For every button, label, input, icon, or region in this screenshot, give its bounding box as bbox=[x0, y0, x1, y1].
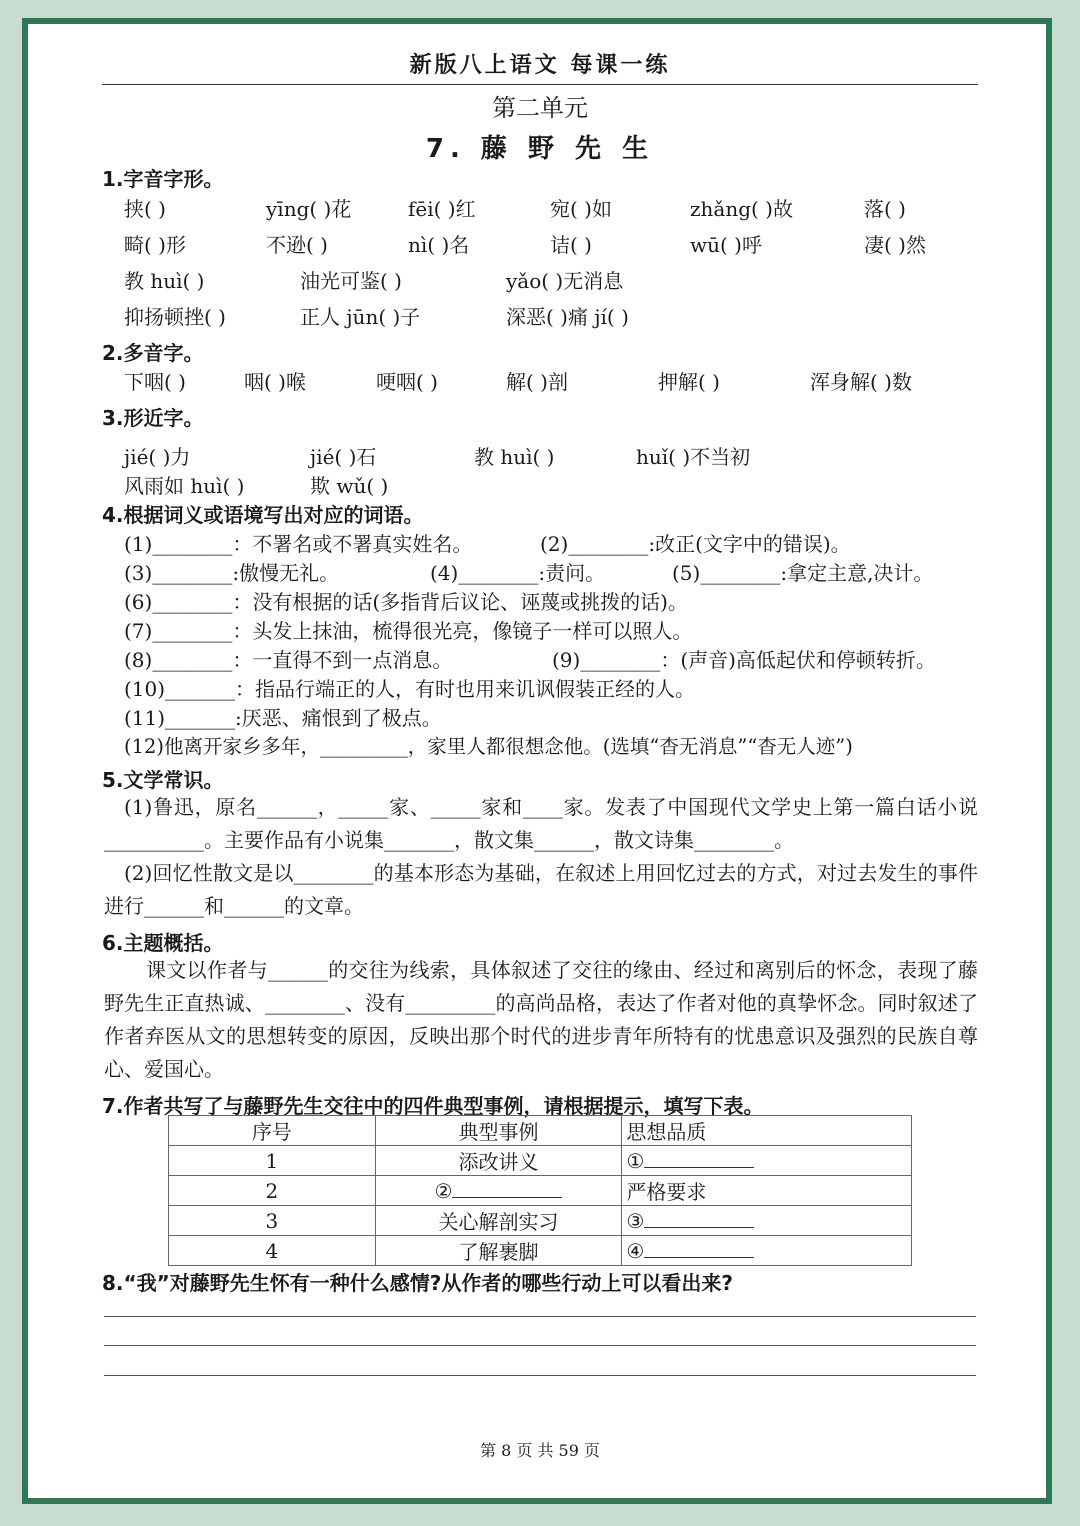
s3-item: 欺 wǔ( ) bbox=[310, 474, 389, 498]
section-5-title: 5.文学常识。 bbox=[102, 768, 224, 792]
s3-item: 风雨如 huì( ) bbox=[124, 474, 245, 498]
s1-item: 正人 jūn( )子 bbox=[300, 305, 421, 329]
s4-item: (6)________：没有根据的话(多指背后议论、诬蔑或挑拨的话)。 bbox=[124, 590, 688, 614]
s1-item: 落( ) bbox=[864, 197, 906, 221]
table-header: 序号 bbox=[169, 1116, 376, 1146]
page-header: 新版八上语文 每课一练 bbox=[409, 53, 671, 78]
lesson-title: 7. 藤 野 先 生 bbox=[425, 134, 655, 164]
s1-item: 教 huì( ) bbox=[124, 269, 205, 293]
section-3-title: 3.形近字。 bbox=[102, 406, 204, 430]
table-cell: 添改讲义 bbox=[375, 1146, 622, 1176]
s1-item: 不逊( ) bbox=[266, 233, 328, 257]
s4-item: (8)________：一直得不到一点消息。 bbox=[124, 648, 453, 672]
answer-blank bbox=[452, 1179, 562, 1198]
section-6-title: 6.主题概括。 bbox=[102, 931, 224, 955]
section-7-title: 7.作者共写了与藤野先生交往中的四件典型事例，请根据提示，填写下表。 bbox=[102, 1094, 764, 1118]
s5-paragraph-2: (2)回忆性散文是以________的基本形态为基础，在叙述上用回忆过去的方式，对过去发生的事件进行______和______的文章。 bbox=[104, 861, 978, 918]
header-rule bbox=[102, 84, 978, 85]
s4-item: (4)________:责问。 bbox=[430, 561, 606, 585]
s1-item: 宛( )如 bbox=[550, 197, 612, 221]
s5-paragraph-1: (1)鲁迅，原名______，_____家、_____家和____家。发表了中国现代文学史上第一篇白话小说__________。主要作品有小说集_______，散文集______，散文诗集________。 bbox=[104, 795, 978, 852]
answer-blank bbox=[644, 1239, 754, 1258]
section-8-title: 8.“我”对藤野先生怀有一种什么感情?从作者的哪些行动上可以看出来? bbox=[102, 1271, 734, 1295]
s4-item: (10)_______：指品行端正的人，有时也用来讥讽假装正经的人。 bbox=[124, 677, 696, 701]
s2-item: 咽( )喉 bbox=[244, 370, 306, 394]
table-cell: ② bbox=[375, 1176, 622, 1206]
s3-item: jié( )力 bbox=[124, 445, 191, 469]
s3-item: jié( )石 bbox=[310, 445, 377, 469]
table-cell: ③ bbox=[622, 1206, 912, 1236]
s2-item: 解( )剖 bbox=[506, 370, 568, 394]
table-cell: 1 bbox=[169, 1146, 376, 1176]
table-cell: 关心解剖实习 bbox=[375, 1206, 622, 1236]
table-cell: 4 bbox=[169, 1236, 376, 1266]
section-2-title: 2.多音字。 bbox=[102, 341, 204, 365]
table-row bbox=[169, 1146, 912, 1176]
table-cell: 2 bbox=[169, 1176, 376, 1206]
table-header-row bbox=[169, 1116, 912, 1146]
answer-blank bbox=[644, 1209, 754, 1228]
unit-title: 第二单元 bbox=[492, 94, 588, 122]
s4-item: (1)________：不署名或不署真实姓名。 bbox=[124, 532, 473, 556]
table-header: 典型事例 bbox=[375, 1116, 622, 1146]
s1-item: 挟( ) bbox=[124, 197, 166, 221]
table-row bbox=[169, 1176, 912, 1206]
s1-item: fēi( )红 bbox=[408, 197, 476, 221]
s1-item: 油光可鉴( ) bbox=[300, 269, 402, 293]
section-1-title: 1.字音字形。 bbox=[102, 167, 224, 191]
s1-item: zhǎng( )故 bbox=[690, 197, 793, 221]
s4-item: (9)________：(声音)高低起伏和停顿转折。 bbox=[552, 648, 936, 672]
s1-item: nì( )名 bbox=[408, 233, 470, 257]
s4-item: (11)_______:厌恶、痛恨到了极点。 bbox=[124, 706, 442, 730]
table-row bbox=[169, 1206, 912, 1236]
s4-item: (7)________：头发上抹油，梳得很光亮，像镜子一样可以照人。 bbox=[124, 619, 693, 643]
s2-item: 下咽( ) bbox=[124, 370, 186, 394]
s4-item: (12)他离开家乡多年，_________，家里人都很想念他。(选填“杳无消息”“杳无人迹”) bbox=[124, 735, 853, 758]
table-cell: 了解裹脚 bbox=[375, 1236, 622, 1266]
answer-line bbox=[104, 1316, 976, 1317]
answer-line bbox=[104, 1375, 976, 1376]
table-row bbox=[169, 1236, 912, 1266]
s3-item: 教 huì( ) bbox=[474, 445, 555, 469]
s1-item: yīng( )花 bbox=[266, 197, 352, 221]
s3-item: huǐ( )不当初 bbox=[636, 445, 751, 469]
s6-paragraph: 课文以作者与______的交往为线索，具体叙述了交往的缘由、经过和离别后的怀念，表现了藤野先生正直热诚、________、没有_________的高尚品格，表达了作者对他的真挚怀念。同时叙述了作者弃医从文的思想转变的原因，反映出那个时代的进步青年所特有的忧患意识及强烈的民族自尊心、爱国心。 bbox=[104, 958, 978, 1081]
s1-item: wū( )呼 bbox=[690, 233, 762, 257]
answer-line bbox=[104, 1345, 976, 1346]
s1-item: 诘( ) bbox=[550, 233, 592, 257]
s1-item: yǎo( )无消息 bbox=[506, 269, 624, 293]
s2-item: 哽咽( ) bbox=[376, 370, 438, 394]
section-4-title: 4.根据词义或语境写出对应的词语。 bbox=[102, 503, 424, 527]
answer-blank bbox=[644, 1149, 754, 1168]
page-footer: 第 8 页 共 59 页 bbox=[480, 1441, 600, 1460]
s4-item: (2)________:改正(文字中的错误)。 bbox=[540, 532, 851, 556]
s2-item: 押解( ) bbox=[658, 370, 720, 394]
table-cell: ① bbox=[622, 1146, 912, 1176]
s1-item: 抑扬顿挫( ) bbox=[124, 305, 226, 329]
table-cell: 3 bbox=[169, 1206, 376, 1236]
s1-item: 深恶( )痛 jí( ) bbox=[506, 305, 629, 329]
table-header: 思想品质 bbox=[622, 1116, 912, 1146]
s4-item: (5)________:拿定主意,决计。 bbox=[672, 561, 934, 585]
s2-item: 浑身解( )数 bbox=[810, 370, 912, 394]
s1-item: 畸( )形 bbox=[124, 233, 186, 257]
events-table bbox=[168, 1115, 912, 1266]
s4-item: (3)________:傲慢无礼。 bbox=[124, 561, 340, 585]
s1-item: 凄( )然 bbox=[864, 233, 926, 257]
table-cell: 严格要求 bbox=[622, 1176, 912, 1206]
table-cell: ④ bbox=[622, 1236, 912, 1266]
